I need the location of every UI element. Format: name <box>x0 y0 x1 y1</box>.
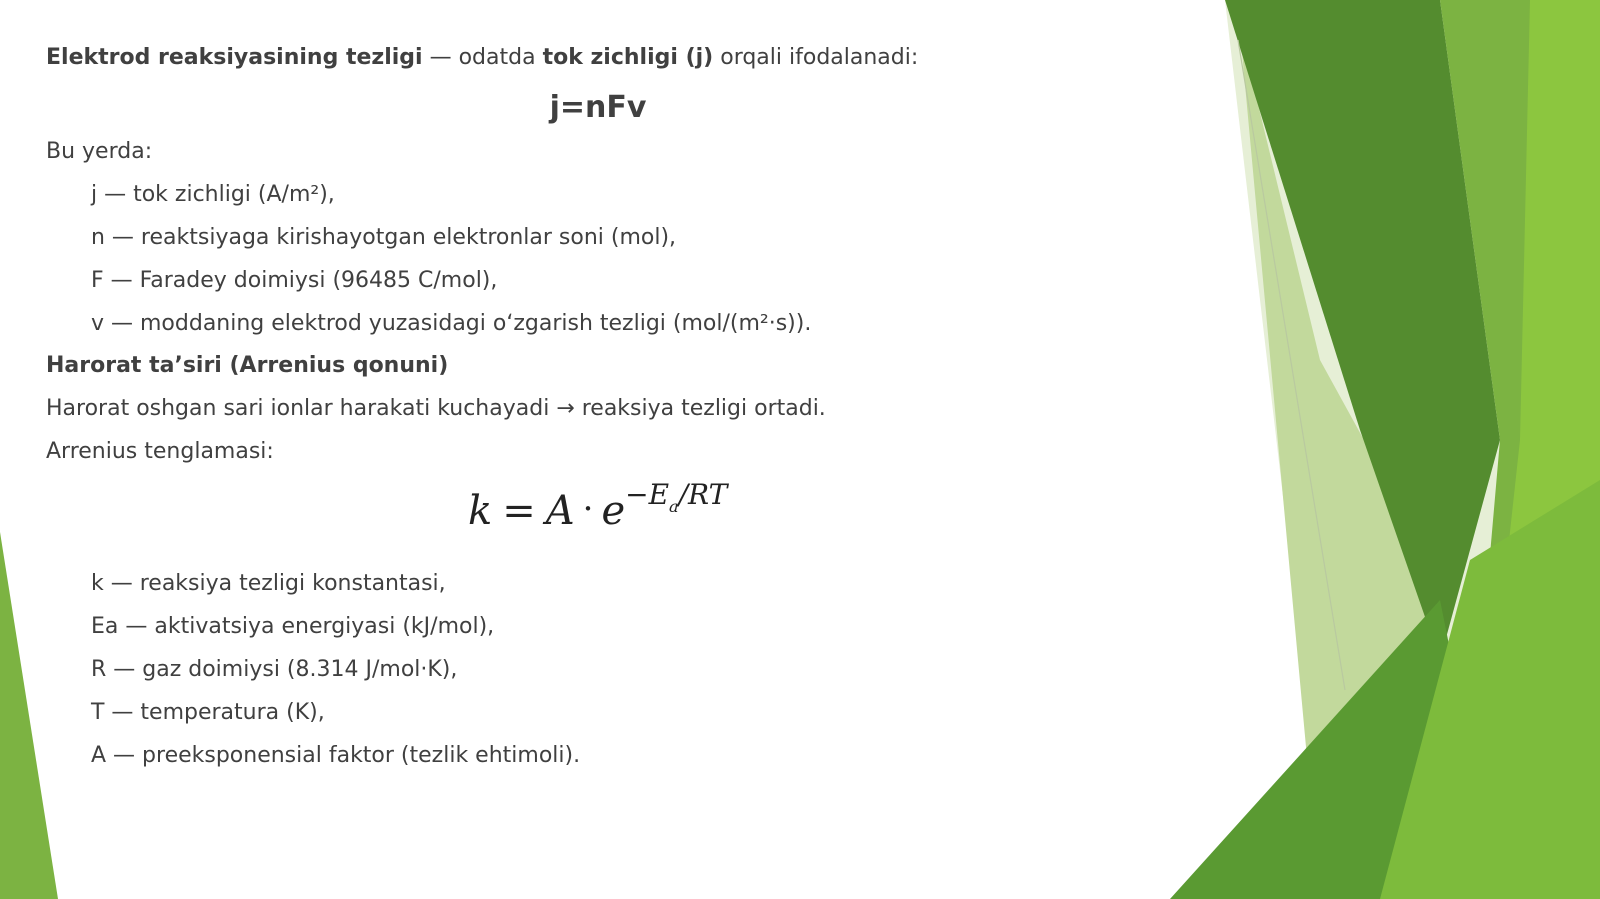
definition-ea: Ea — aktivatsiya energiyasi (kJ/mol), <box>91 614 495 639</box>
eq-k: k <box>468 488 493 534</box>
definition-j: j — tok zichligi (A/m²), <box>91 182 335 207</box>
where-label: Bu yerda: <box>46 139 153 164</box>
section-heading-arrhenius: Harorat taʼsiri (Arrenius qonuni) <box>46 353 449 378</box>
eq-a: A <box>545 488 575 534</box>
intro-bold-current-density: tok zichligi (j) <box>542 45 714 70</box>
temperature-effect-text: Harorat oshgan sari ionlar harakati kuchayadi → reaksiya tezligi ortadi. <box>46 396 826 421</box>
eq-exponent <box>625 478 728 516</box>
definition-a: A — preeksponensial faktor (tezlik ehtimoli). <box>91 743 581 768</box>
arrhenius-equation <box>468 478 728 548</box>
eq-exponent-tail: /RT <box>678 478 728 511</box>
definition-r: R — gaz doimiysi (8.314 J/mol·K), <box>91 657 458 682</box>
definition-n: n — reaktsiyaga kirishayotgan elektronlar soni (mol), <box>91 225 677 250</box>
eq-equals: = <box>502 488 536 534</box>
definition-k: k — reaksiya tezligi konstantasi, <box>91 571 446 596</box>
intro-tail: orqali ifodalanadi: <box>713 45 919 70</box>
arrhenius-label: Arrenius tenglamasi: <box>46 439 274 464</box>
intro-bold-term: Elektrod reaksiyasining tezligi <box>46 45 423 70</box>
eq-exponent-main: −E <box>625 478 670 511</box>
eq-exponent-subscript: a <box>669 497 679 516</box>
main-formula: j=nFv <box>549 90 647 125</box>
definition-t: T — temperatura (K), <box>91 700 325 725</box>
eq-e: e <box>601 488 626 534</box>
intro-line <box>46 44 918 72</box>
eq-dot: · <box>582 489 594 529</box>
definition-f: F — Faradey doimiysi (96485 C/mol), <box>91 268 498 293</box>
intro-connector: — odatda <box>422 45 543 70</box>
definition-v: v — moddaning elektrod yuzasidagi oʻzgarish tezligi (mol/(m²·s)). <box>91 311 812 336</box>
